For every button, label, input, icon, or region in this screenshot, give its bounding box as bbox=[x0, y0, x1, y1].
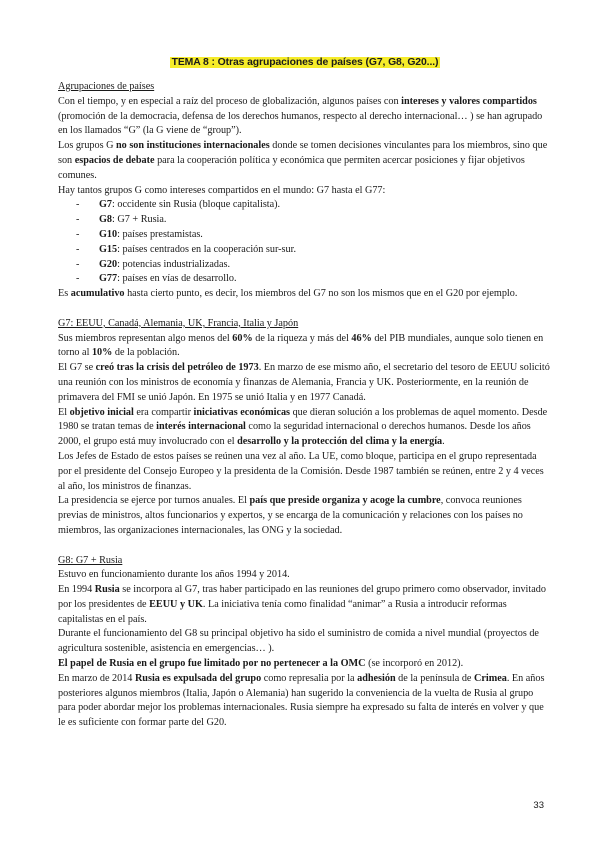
paragraph: Es acumulativo hasta cierto punto, es decir, los miembros del G7 no son los mismos que en el G20 por ejemplo. bbox=[58, 288, 518, 300]
page-title: TEMA 8 : Otras agrupaciones de países (G7, G8, G20...) bbox=[171, 57, 439, 68]
section-heading-agrupaciones: Agrupaciones de países bbox=[58, 81, 155, 92]
paragraph: Hay tantos grupos G como intereses compartidos en el mundo: G7 hasta el G77: bbox=[58, 184, 386, 196]
paragraph: La presidencia se ejerce por turnos anuales. El país que preside organiza y acoge la cumbre, convoca reuniones previas de ministros, altos funcionarios y expertos, y se encarga de la comunicación y relaciones con los países no miembros, las organizaciones internacionales, las ONG y la sociedad. bbox=[58, 495, 523, 536]
paragraph: El objetivo inicial era compartir iniciativas económicas que dieran solución a los problemas de aquel momento. Desde 1980 se tratan temas de interés internacional como la seguridad internacional o derechos humanos. Desde los años 2000, el grupo está muy involucrado con el desarrollo y la protección del clima y la energía. bbox=[58, 406, 548, 448]
list-item: - G7: occidente sin Rusia (bloque capitalista). bbox=[76, 199, 281, 211]
list-item: - G20: potencias industrializadas. bbox=[76, 258, 231, 270]
list-item: - G15: países centrados en la cooperación sur-sur. bbox=[76, 243, 296, 255]
list-item: - G77: países en vías de desarrollo. bbox=[76, 273, 237, 285]
list-item: - G10: países prestamistas. bbox=[76, 228, 203, 240]
section-heading-g8: G8: G7 + Rusia bbox=[58, 554, 123, 566]
paragraph: Estuvo en funcionamiento durante los años 1994 y 2014. bbox=[58, 569, 290, 581]
list-item: - G8: G7 + Rusia. bbox=[76, 214, 167, 226]
paragraph: En marzo de 2014 Rusia es expulsada del grupo como represalia por la adhesión de la península de Crimea. En años posteriores algunos miembros (Italia, Japón o Alemania) han sugerido la conveniencia de la vuelta de Rusia al grupo para poder abordar mejor los problemas internacionales. Rusia siempre ha expresado su falta de interés en volver y que le es suficiente con formar parte del G20. bbox=[58, 672, 545, 729]
paragraph: En 1994 Rusia se incorpora al G7, tras haber participado en las reuniones del grupo primero como observador, invitado por los presidentes de EEUU y UK. La iniciativa tenía como finalidad “animar” a Rusia a introducir reformas capitalistas en el país. bbox=[58, 584, 546, 625]
paragraph: Sus miembros representan algo menos del 60% de la riqueza y más del 46% del PIB mundiales, aunque solo tienen en torno al 10% de la población. bbox=[58, 332, 544, 359]
paragraph: Los grupos G no son instituciones internacionales donde se tomen decisiones vinculantes para los miembros, sino que son espacios de debate para la cooperación política y económica que permiten acercar posiciones y fijar objetivos comunes. bbox=[58, 140, 548, 181]
groups-list bbox=[58, 198, 552, 287]
document-page bbox=[58, 52, 552, 731]
paragraph: Durante el funcionamiento del G8 su principal objetivo ha sido el suministro de comida a nivel mundial (proyectos de agricultura sostenible, asistencia en emergencias… ). bbox=[58, 628, 539, 655]
paragraph: El G7 se creó tras la crisis del petróleo de 1973. En marzo de ese mismo año, el secretario del tesoro de EEUU solicitó una reunión con los ministros de economía y finanzas de Alemania, Francia y UK. Posteriormente, en la reunión de primavera del FMI se unió Japón. En 1975 se unió Italia y en 1977 Canadá. bbox=[58, 362, 550, 403]
paragraph: Con el tiempo, y en especial a raíz del proceso de globalización, algunos países con intereses y valores compartidos (promoción de la democracia, defensa de los derechos humanos, respecto al derecho internacional… ) se han agrupado en los llamados “G” (la G viene de “group”). bbox=[58, 95, 543, 137]
paragraph: El papel de Rusia en el grupo fue limitado por no pertenecer a la OMC (se incorporó en 2012). bbox=[58, 658, 464, 670]
page-number: 33 bbox=[533, 800, 544, 811]
paragraph: Los Jefes de Estado de estos países se reúnen una vez al año. La UE, como bloque, participa en el grupo representada por el presidente del Consejo Europeo y la presidenta de la Comisión. Desde 1987 también se reúnen, entre 2 y 4 veces al año, los ministros de finanzas. bbox=[58, 450, 544, 492]
section-heading-g7: G7: EEUU, Canadá, Alemania, UK, Francia, Italia y Japón bbox=[58, 317, 299, 329]
